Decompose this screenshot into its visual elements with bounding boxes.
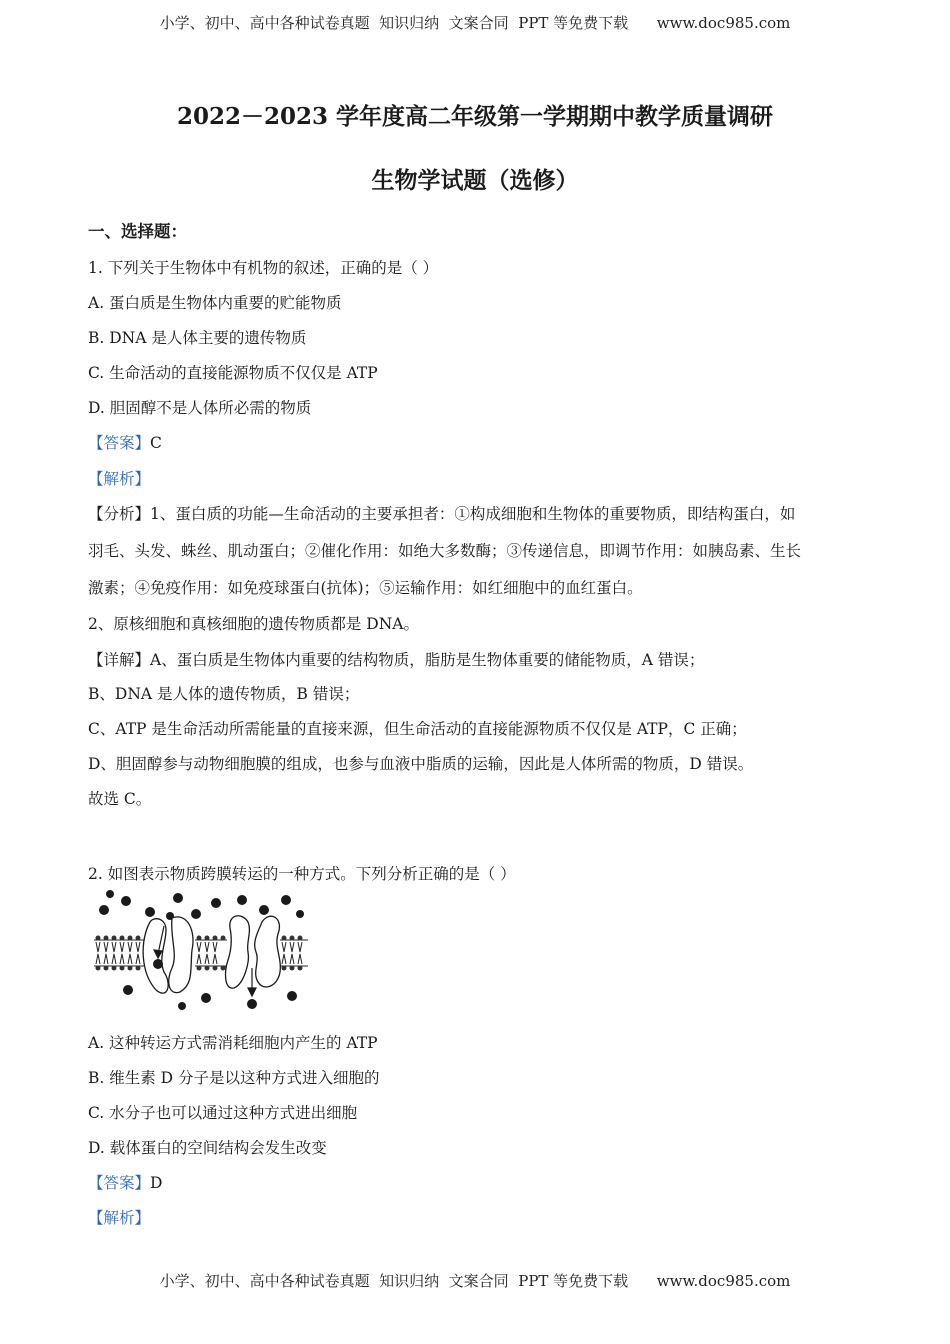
carrier-protein-right (226, 916, 281, 988)
q1-xiangjie-line-3: C、ATP 是生命活动所需能量的直接来源，但生命活动的直接能源物质不仅仅是 ATP，C 正确； (88, 720, 747, 738)
q1-fenxi-line-4: 2、原核细胞和真核细胞的遗传物质都是 DNA。 (88, 615, 419, 633)
q1-option-b: B. DNA 是人体主要的遗传物质 (88, 329, 307, 347)
q2-option-b: B. 维生素 D 分子是以这种方式进入细胞的 (88, 1069, 380, 1087)
q2-option-d: D. 载体蛋白的空间结构会发生改变 (88, 1139, 327, 1157)
q1-xiangjie-text-1: A、蛋白质是生物体内重要的结构物质，脂肪是生物体重要的储能物质，A 错误； (150, 651, 705, 669)
q1-option-c: C. 生命活动的直接能源物质不仅仅是 ATP (88, 364, 378, 382)
page-header: 小学、初中、高中各种试卷真题 知识归纳 文案合同 PPT 等免费下载 www.doc985.com (159, 14, 791, 32)
q2-analysis-tag: 【解析】 (88, 1209, 151, 1227)
q2-stem: 2. 如图表示物质跨膜转运的一种方式。下列分析正确的是（ ） (88, 865, 516, 883)
exam-title: 2022－2023 学年度高二年级第一学期期中教学质量调研 (176, 103, 774, 130)
q1-xiangjie-line-4: D、胆固醇参与动物细胞膜的组成，也参与血液中脂质的运输，因此是人体所需的物质，D 错误。 (88, 755, 754, 773)
q1-answer (88, 431, 162, 453)
q1-answer-value: C (150, 434, 162, 452)
q1-xiangjie-line-1 (88, 648, 704, 670)
q2-option-c: C. 水分子也可以通过这种方式进出细胞 (88, 1104, 358, 1122)
q1-fenxi-line-3: 激素；④免疫作用：如免疫球蛋白(抗体)；⑤运输作用：如红细胞中的血红蛋白。 (88, 579, 643, 597)
membrane-transport-diagram (92, 888, 312, 1010)
q2-answer-tag: 【答案】 (88, 1174, 151, 1192)
q1-option-d: D. 胆固醇不是人体所必需的物质 (88, 399, 312, 417)
q1-fenxi-line-1 (88, 502, 795, 524)
q1-answer-tag: 【答案】 (88, 434, 151, 452)
q1-fenxi-line-2: 羽毛、头发、蛛丝、肌动蛋白；②催化作用：如绝大多数酶；③传递信息，即调节作用：如胰岛素、生长 (88, 542, 802, 560)
q1-xiangjie-tag: 【详解】 (88, 651, 151, 669)
q1-fenxi-text-1: 1、蛋白质的功能—生命活动的主要承担者：①构成细胞和生物体的重要物质，即结构蛋白，如 (150, 505, 796, 523)
q1-xiangjie-line-2: B、DNA 是人体的遗传物质，B 错误； (88, 685, 360, 703)
exam-subtitle: 生物学试题（选修） (371, 167, 579, 194)
q1-fenxi-tag: 【分析】 (88, 505, 151, 523)
q2-answer-value: D (150, 1174, 163, 1192)
solute-molecules-outside (99, 890, 304, 920)
q2-answer (88, 1171, 162, 1193)
q1-option-a: A. 蛋白质是生物体内重要的贮能物质 (88, 294, 342, 312)
q1-conclusion: 故选 C。 (88, 790, 152, 808)
carrier-protein-left (143, 917, 193, 993)
q1-stem: 1. 下列关于生物体中有机物的叙述，正确的是（ ） (88, 259, 439, 277)
page-footer: 小学、初中、高中各种试卷真题 知识归纳 文案合同 PPT 等免费下载 www.doc985.com (159, 1272, 791, 1290)
section-title: 一、选择题： (88, 222, 187, 241)
q2-option-a: A. 这种转运方式需消耗细胞内产生的 ATP (88, 1034, 378, 1052)
q1-analysis-tag: 【解析】 (88, 470, 151, 488)
